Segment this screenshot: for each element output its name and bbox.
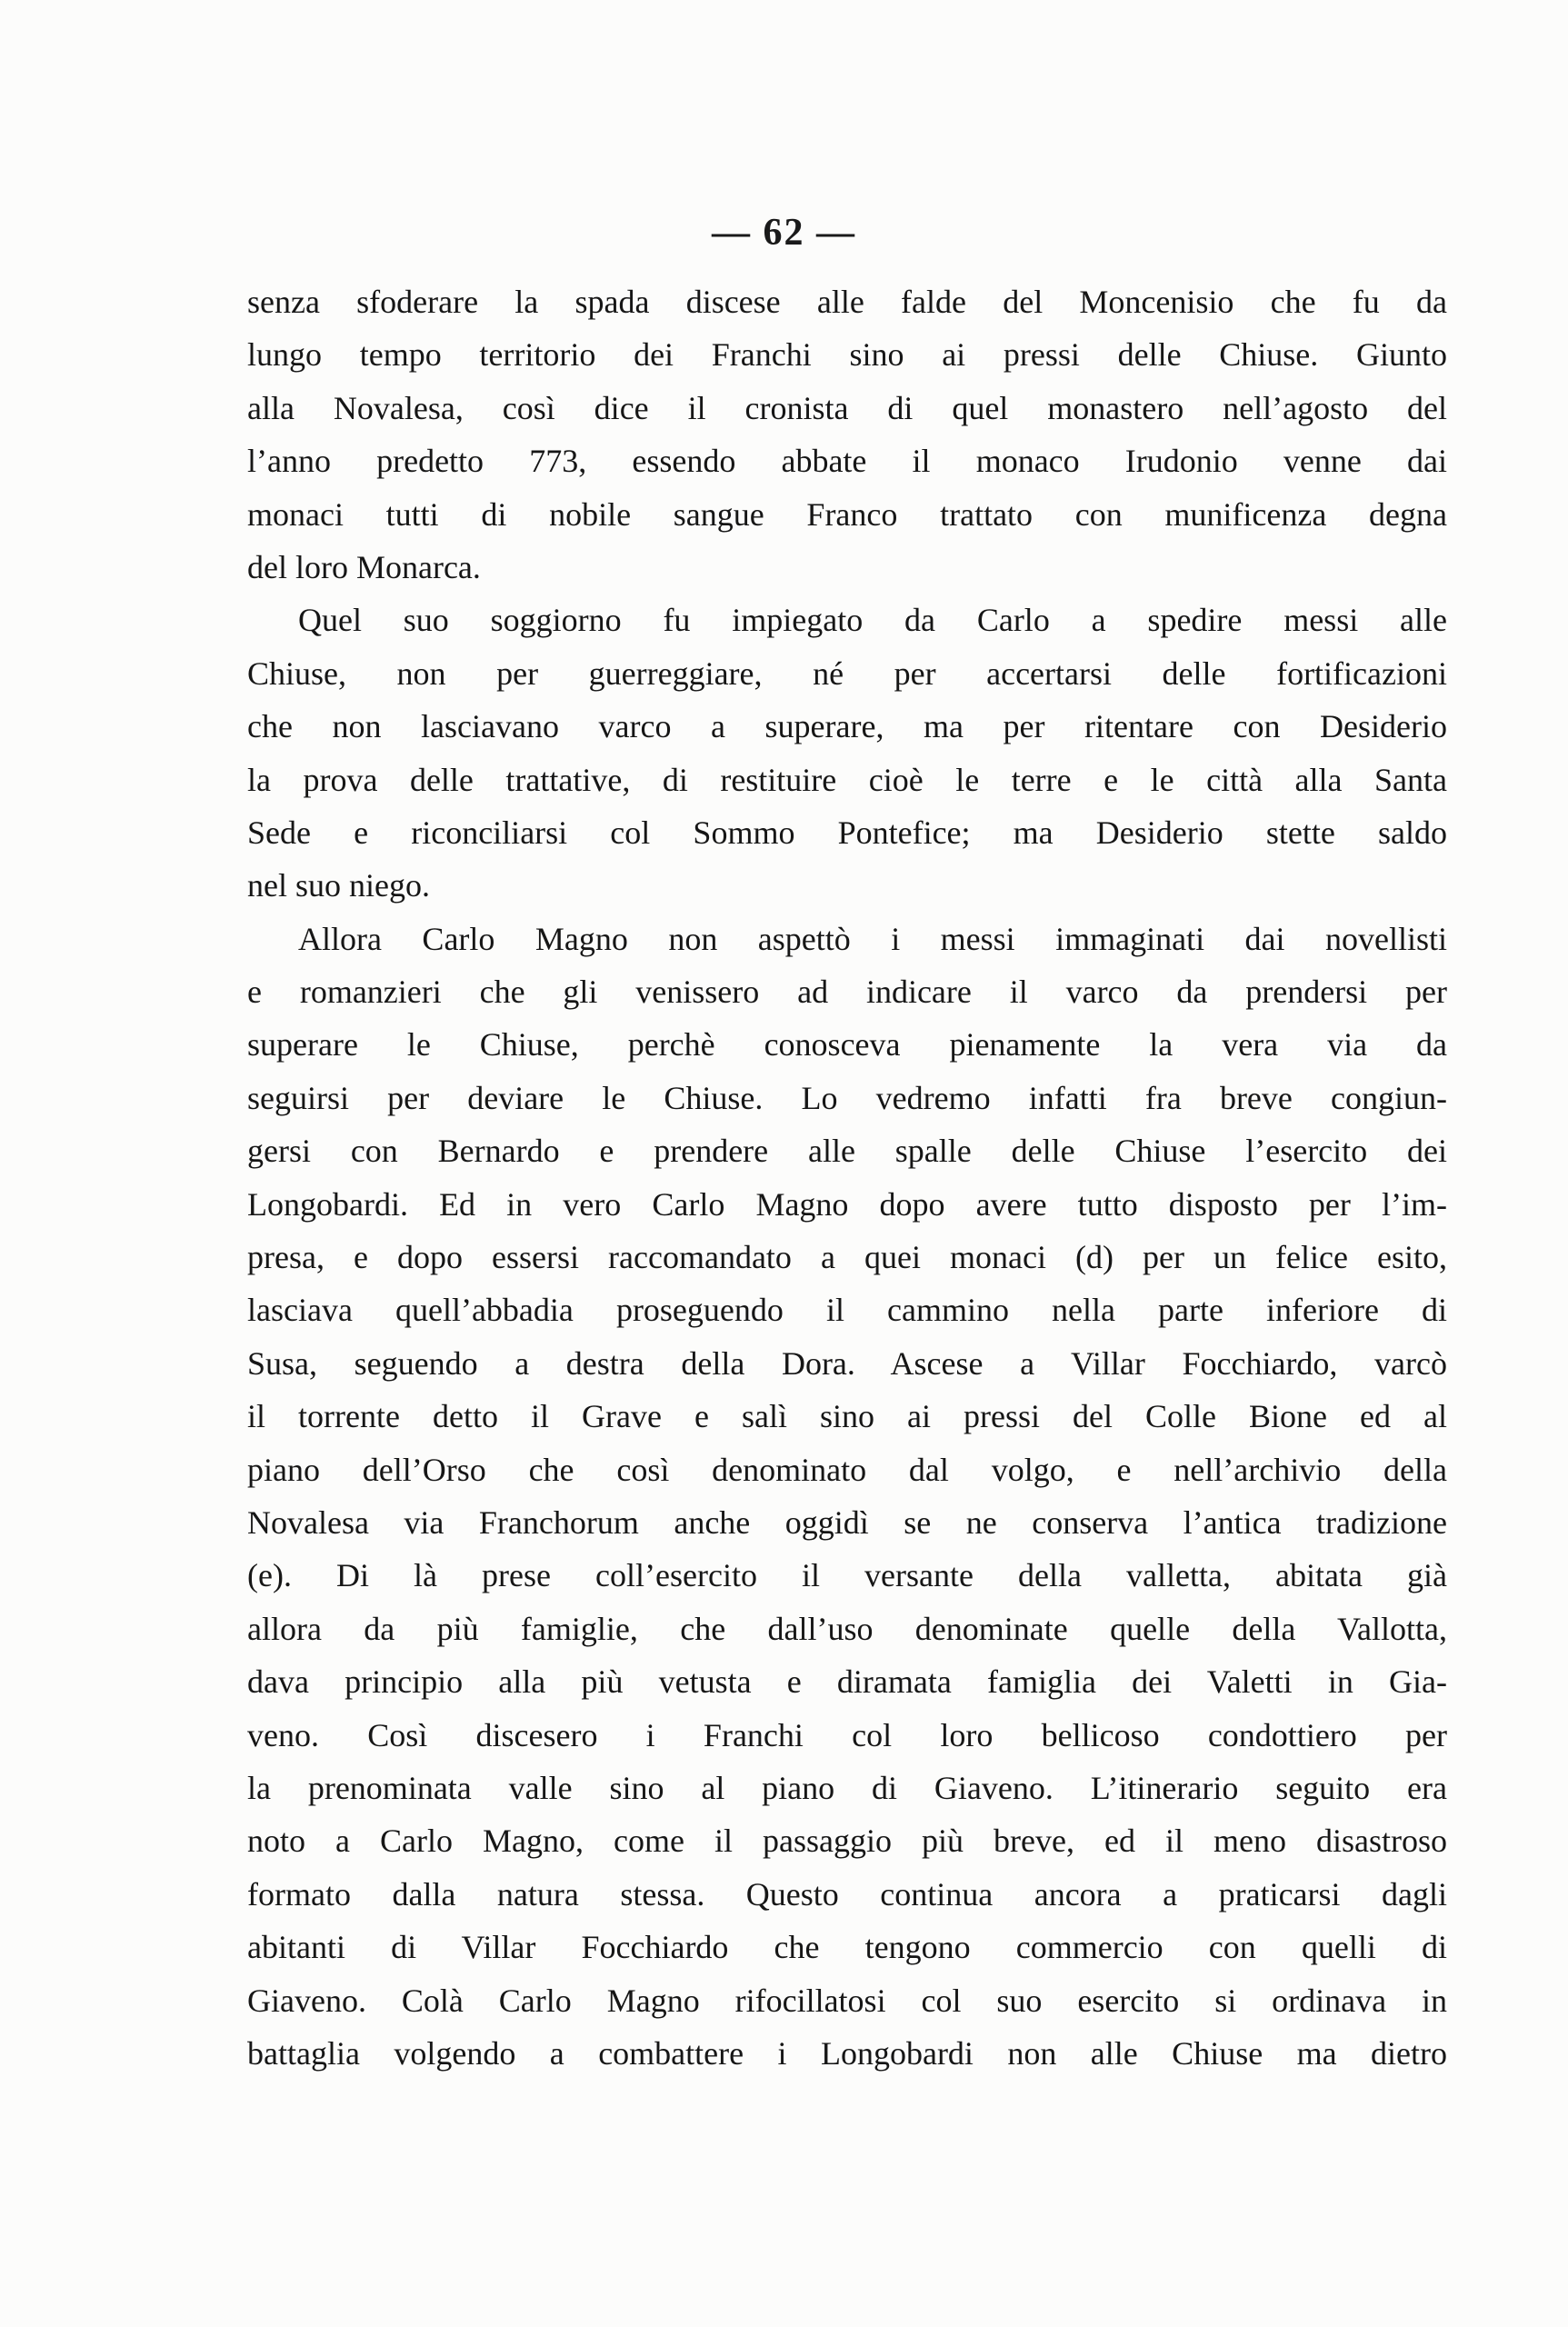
text-line: Chiuse, non per guerreggiare, né per accertarsi delle fortificazioni xyxy=(247,654,1447,692)
text-line: dava principio alla più vetusta e diramata famiglia dei Valetti in Gia- xyxy=(247,1663,1447,1701)
text-line: Longobardi. Ed in vero Carlo Magno dopo avere tutto disposto per l’im- xyxy=(247,1185,1447,1223)
text-line: alla Novalesa, così dice il cronista di quel monastero nell’agosto del xyxy=(247,389,1447,426)
text-line: del loro Monarca. xyxy=(247,548,481,585)
text-line: il torrente detto il Grave e salì sino ai pressi del Colle Bione ed al xyxy=(247,1398,1447,1435)
text-line: abitanti di Villar Focchiardo che tengono commercio con quelli di xyxy=(247,1929,1447,1966)
text-line: Allora Carlo Magno non aspettò i messi immaginati dai novellisti xyxy=(298,920,1447,957)
text-line: senza sfoderare la spada discese alle falde del Moncenisio che fu da xyxy=(247,284,1447,320)
text-line: monaci tutti di nobile sangue Franco trattato con munificenza degna xyxy=(247,495,1447,533)
text-line: che non lasciavano varco a superare, ma per ritentare con Desiderio xyxy=(247,708,1447,745)
text-line: la prenominata valle sino al piano di Giaveno. L’itinerario seguito era xyxy=(247,1769,1447,1806)
text-line: l’anno predetto 773, essendo abbate il monaco Irudonio venne dai xyxy=(247,443,1447,480)
text-line: lungo tempo territorio dei Franchi sino ai pressi delle Chiuse. Giunto xyxy=(247,336,1447,374)
page-number: — 62 — xyxy=(712,212,856,254)
text-line: Quel suo soggiorno fu impiegato da Carlo a spedire messi alle xyxy=(298,602,1447,639)
text-line: seguirsi per deviare le Chiuse. Lo vedremo infatti fra breve congiun- xyxy=(247,1079,1447,1116)
text-line: allora da più famiglie, che dall’uso denominate quelle della Vallotta, xyxy=(247,1610,1447,1647)
text-line: noto a Carlo Magno, come il passaggio più breve, ed il meno disastroso xyxy=(247,1823,1447,1860)
text-line: piano dell’Orso che così denominato dal volgo, e nell’archivio della xyxy=(247,1451,1447,1488)
text-line: superare le Chiuse, perchè conosceva pienamente la vera via da xyxy=(247,1026,1447,1064)
text-line: nel suo niego. xyxy=(247,867,430,904)
text-line: gersi con Bernardo e prendere alle spalle delle Chiuse l’esercito dei xyxy=(247,1133,1447,1170)
text-body xyxy=(247,275,1447,2080)
text-line: Susa, seguendo a destra della Dora. Ascese a Villar Focchiardo, varcò xyxy=(247,1344,1447,1382)
text-line: la prova delle trattative, di restituire cioè le terre e le città alla Santa xyxy=(247,761,1447,798)
text-line: e romanzieri che gli venissero ad indicare il varco da prendersi per xyxy=(247,974,1447,1011)
text-line: presa, e dopo essersi raccomandato a quei monaci (d) per un felice esito, xyxy=(247,1239,1447,1276)
paragraph xyxy=(247,913,1447,2081)
text-line: lasciava quell’abbadia proseguendo il cammino nella parte inferiore di xyxy=(247,1292,1447,1329)
text-line: veno. Così discesero i Franchi col loro bellicoso condottiero per xyxy=(247,1716,1447,1753)
text-line: battaglia volgendo a combattere i Longobardi non alle Chiuse ma dietro xyxy=(247,2034,1447,2072)
text-line: Novalesa via Franchorum anche oggidì se ne conserva l’antica tradizione xyxy=(247,1503,1447,1541)
text-line: Sede e riconciliarsi col Sommo Pontefice; ma Desiderio stette saldo xyxy=(247,814,1447,851)
paragraph xyxy=(247,275,1447,594)
text-line: Giaveno. Colà Carlo Magno rifocillatosi col suo esercito si ordinava in xyxy=(247,1982,1447,2019)
text-line: formato dalla natura stessa. Questo continua ancora a praticarsi dagli xyxy=(247,1875,1447,1913)
text-line: (e). Di là prese coll’esercito il versante della valletta, abitata già xyxy=(247,1557,1447,1594)
paragraph xyxy=(247,594,1447,912)
